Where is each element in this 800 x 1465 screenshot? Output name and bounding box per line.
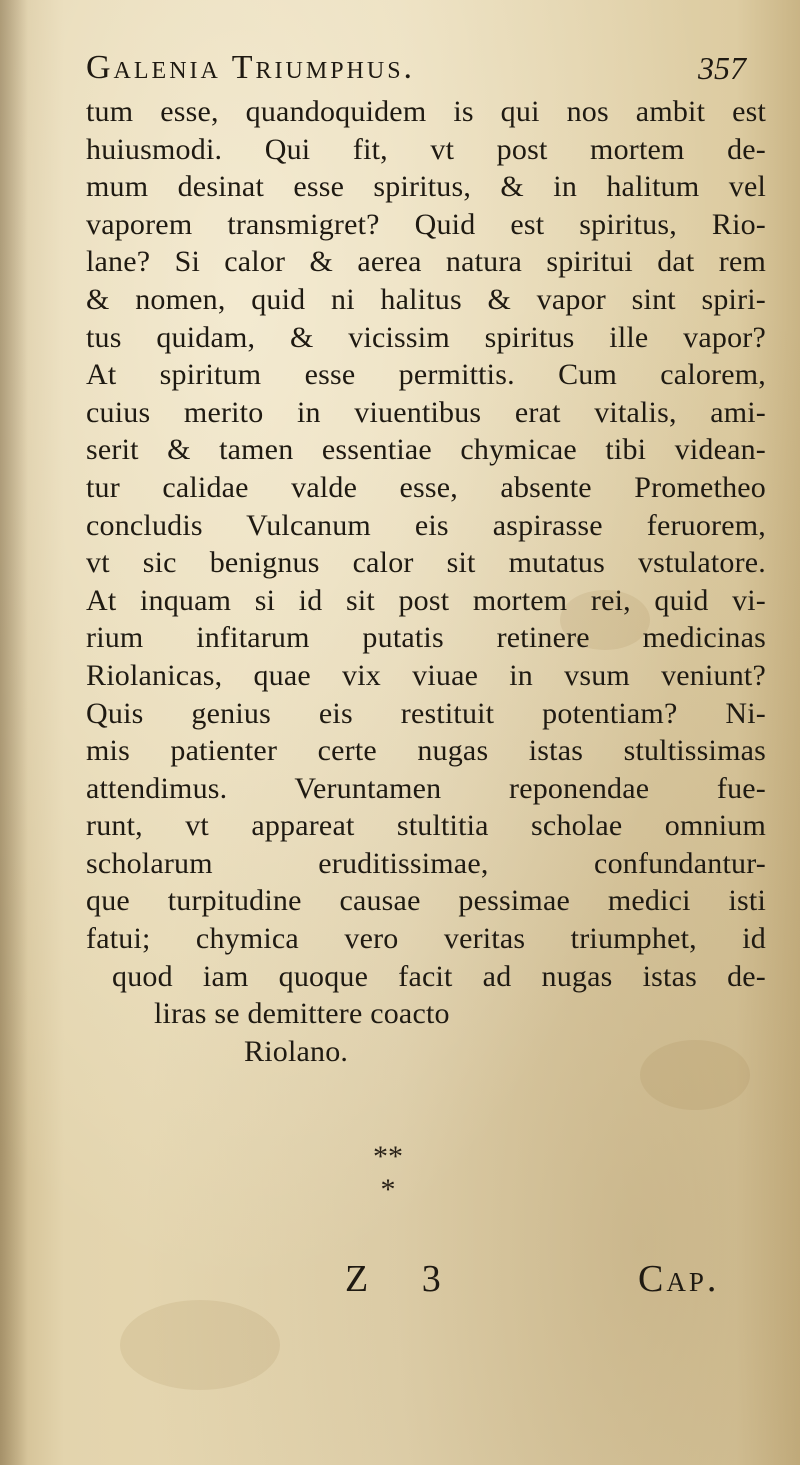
text-line: fatui; chymica vero veritas triumphet, id (86, 922, 766, 956)
text-line: huiusmodi. Qui fit, vt post mortem de- (86, 132, 766, 166)
text-line: serit & tamen essentiae chymicae tibi videan- (86, 433, 766, 467)
asterism-ornament: * (380, 1173, 396, 1206)
text-line: Riolanicas, quae vix viuae in vsum veniunt? (86, 658, 766, 692)
gutter-shadow (0, 0, 28, 1465)
text-line: scholarum eruditissimae, confundantur- (86, 846, 766, 880)
text-line: At spiritum esse permittis. Cum calorem, (86, 358, 766, 392)
signature-mark: Z 3 (345, 1258, 463, 1300)
text-line: vaporem transmigret? Quid est spiritus, Rio- (86, 207, 766, 241)
text-line: concludis Vulcanum eis aspirasse feruorem, (86, 508, 766, 542)
asterism-ornament: ** (373, 1140, 403, 1173)
text-line: liras se demittere coacto (154, 997, 450, 1031)
text-line: quod iam quoque facit ad nugas istas de- (112, 959, 766, 993)
text-line: mis patienter certe nugas istas stultissimas (86, 734, 766, 768)
text-line: attendimus. Veruntamen reponendae fue- (86, 771, 766, 805)
text-line: cuius merito in viuentibus erat vitalis, ami- (86, 395, 766, 429)
text-line: tur calidae valde esse, absente Prometheo (86, 470, 766, 504)
body-text (86, 93, 766, 1070)
text-line: & nomen, quid ni halitus & vapor sint spiri- (86, 282, 766, 316)
text-line: tum esse, quandoquidem is qui nos ambit est (86, 95, 766, 128)
page-number: 357 (698, 50, 746, 86)
text-line: mum desinat esse spiritus, & in halitum vel (86, 170, 766, 204)
running-title: Galenia Triumphus. (86, 49, 416, 86)
text-line: lane? Si calor & aerea natura spiritui dat rem (86, 245, 766, 279)
text-line: rium infitarum putatis retinere medicinas (86, 621, 766, 655)
catchword: Cap. (638, 1258, 720, 1300)
text-line: tus quidam, & vicissim spiritus ille vapor? (86, 320, 766, 354)
text-line: At inquam si id sit post mortem rei, quid vi- (86, 583, 766, 617)
page-header (86, 46, 746, 90)
text-line: Quis genius eis restituit potentiam? Ni- (86, 696, 766, 730)
text-line: vt sic benignus calor sit mutatus vstulatore. (86, 546, 766, 580)
text-line: runt, vt appareat stultitia scholae omnium (86, 809, 766, 843)
text-line: que turpitudine causae pessimae medici isti (86, 884, 766, 918)
paper-stain (120, 1300, 280, 1390)
text-line: Riolano. (244, 1034, 349, 1068)
